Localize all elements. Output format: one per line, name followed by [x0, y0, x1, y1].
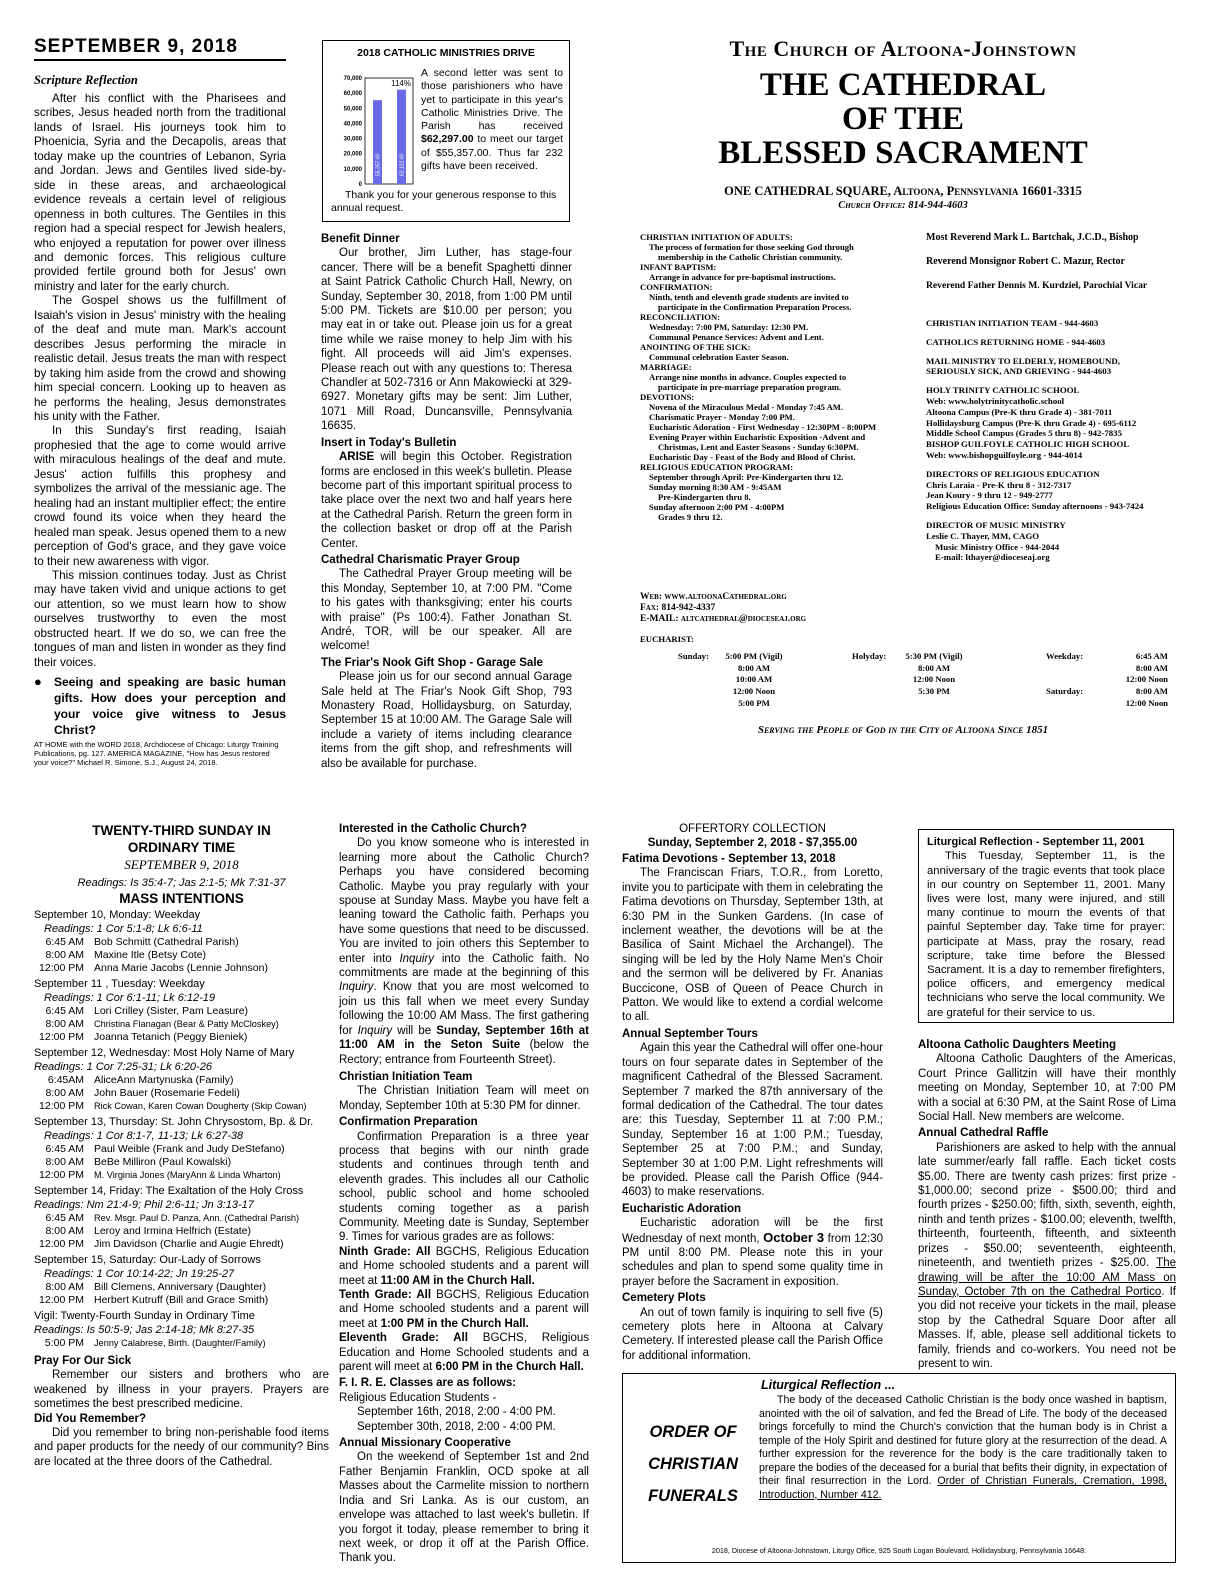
ministries-drive-box [322, 40, 570, 222]
offertory-amount: Sunday, September 2, 2018 - $7,355.00 [647, 837, 858, 849]
info-line: ANOINTING OF THE SICK: [640, 342, 751, 352]
email-link[interactable]: E-MAIL: altcathedral@dioceseaj.org [640, 614, 807, 624]
directory-line: DIRECTORS OF RELIGIOUS EDUCATION [926, 468, 1100, 479]
mass-intention-time: 8:00 AM [45, 1018, 84, 1030]
sept11-text: This Tuesday, September 11, is the anniversary of the tragic events that took place in our country on September 11, 2001. Many lives were lost, many were injured, and still many continue to mourn the events of that painful September day. Take time for prayer: participate at Mass, pray the rosary, read scripture, take time before the Blessed Sacrament. It is a day to remember firefighters, police officers, and emergency medical technicians who serve the local community. We are grateful for their service to us. [927, 850, 1165, 1019]
mass-readings: Readings: Is 50:5-9; Jas 2:14-18; Mk 8:27-35 [34, 1323, 255, 1336]
directory-line: HOLY TRINITY CATHOLIC SCHOOL [926, 385, 1080, 396]
saturday-label: Saturday: [1046, 686, 1084, 696]
chart-annotation: 114% [391, 79, 411, 88]
mass-intention-name: BeBe Milliron (Paul Kowalski) [94, 1156, 232, 1168]
plots-text: An out of town family is inquiring to sell five (5) cemetery plots here in Altoona at Calvary Cemetery. If interested please call the Parish Office for additional information. [622, 1306, 884, 1362]
fire-heading: F. I. R. E. Classes are as follows: [339, 1377, 517, 1390]
sunday-title-2: ORDINARY TIME [127, 840, 236, 855]
mass-intention [34, 936, 329, 949]
bar-data-label: 55,357.00 [375, 153, 382, 176]
mass-intention [34, 1169, 329, 1182]
mass-intention [34, 1281, 329, 1294]
mass-intention [34, 949, 329, 962]
fatima-heading: Fatima Devotions - September 13, 2018 [622, 853, 836, 865]
mass-intention-name: Lori Crilley (Sister, Pam Leasure) [94, 1005, 249, 1017]
mass-intention-name: Rick Cowan, Karen Cowan Dougherty (Skip Cowan) [94, 1101, 307, 1111]
bar-data-label: 62,122.00 [399, 153, 406, 176]
mass-intention-time: 8:00 AM [45, 1087, 84, 1099]
mass-intentions-column [34, 822, 329, 1469]
directory-line [926, 512, 1188, 520]
mass-readings: Readings: 1 Cor 8:1-7, 11-13; Lk 6:27-38 [44, 1129, 244, 1142]
mass-time: 12:00 Noon [912, 674, 956, 685]
mass-intention-name: Anna Marie Jacobs (Lennie Johnson) [94, 962, 268, 974]
date-header: SEPTEMBER 9, 2018 [34, 36, 286, 61]
church-name: The Church of Altoona-Johnstown [729, 36, 1077, 61]
mass-intention-time: 5:00 PM [44, 1337, 84, 1349]
directory-line: Hollidaysburg Campus (Pre-K thru Grade 4) - 695-6112 [926, 417, 1137, 428]
tours-text: Again this year the Cathedral will offer one-hour tours on four separate dates in September of the magnificent Cathedral of the Blessed Sacrament. September 7 marked the 87th anniversary of the formal dedication of the Cathedral. The tour dates are: this Tuesday, September 11 at 7:00 P.M.; Sunday, September 16 at 1:00 P.M.; Tuesday, September 25 at 7:00 P.M.; and Sunday, September 30 at 1:00 P.M. Light refreshments will be provided. Please call the Parish Office (944-4603) to make reservations. [622, 1042, 883, 1199]
prayer-group-text: The Cathedral Prayer Group meeting will be this Monday, September 10, at 7:00 PM. "Come to his gates with thanksgiving; enter his courts with praise" (Ps 100:4). Father Jonathan St. André, TOR, will be our speaker. All are welcome! [321, 568, 572, 653]
directory-line [926, 348, 1188, 356]
bullet-text: Seeing and speaking are basic human gifts. How does your perception and your voice give witness to Jesus Christ? [54, 675, 286, 738]
mass-time: 12:00 Noon [1125, 697, 1168, 708]
mass-time: 5:30 PM [918, 686, 950, 697]
mass-intention [34, 1294, 329, 1307]
info-line: Pre-Kindergarten thru 8. [658, 492, 751, 502]
holyday-times [892, 651, 976, 698]
saturday-times [1098, 686, 1168, 709]
mass-time: 5:00 PM [738, 697, 770, 708]
confirmation-text: Confirmation Preparation is a three year process that begins with our ninth grade students and continues through tenth and eleventh grades. This includes all our Catholic school, public school and home schooled students coming together as a parish Community. Meeting date is Sunday, September 9. Times for various grades are as follows: [339, 1130, 589, 1244]
clergy-bishop: Most Reverend Mark L. Bartchak, J.C.D., Bishop [926, 232, 1139, 243]
directory-line: Web: www.holytrinitycatholic.school [926, 395, 1065, 406]
mass-intention-time: 6:45 AM [45, 1143, 84, 1155]
mass-time: 5:30 PM (Vigil) [905, 651, 963, 661]
ninth-grade: Ninth Grade: All BGCHS, Religious Education and Home schooled students and a parent will meet at 11:00 AM in the Church Hall. [339, 1245, 589, 1287]
mid-top-articles [321, 232, 572, 771]
info-line: Ninth, tenth and eleventh grade students are invited to [649, 292, 849, 302]
fire-line-2: September 16th, 2018, 2:00 - 4:00 PM. [357, 1406, 556, 1419]
mass-readings: Readings: 1 Cor 10:14-22; Jn 19:25-27 [44, 1267, 235, 1280]
bottom-mid-column [339, 822, 589, 1566]
mass-day [34, 1254, 329, 1307]
clergy-rector: Reverend Monsignor Robert C. Mazur, Rector [926, 256, 1125, 267]
address: ONE CATHEDRAL SQUARE, Altoona, Pennsylvania 16601-3315 [724, 184, 1082, 198]
drive-text-1: A second letter was sent to those parishioners who have yet to participate in this year's Catholic Ministries Drive. The Parish has received [421, 67, 563, 133]
mass-time: 8:00 AM [1135, 686, 1168, 696]
mass-intention-name: M. Virginia Jones (MaryAnn & Linda Wharton) [94, 1170, 281, 1180]
mass-readings: Readings: 1 Cor 7:25-31; Lk 6:20-26 [34, 1060, 212, 1073]
mass-intention-name: Bob Schmitt (Cathedral Parish) [94, 936, 239, 948]
holyday-label: Holyday: [852, 651, 887, 661]
directory-line: Web: www.bishopguilfoyle.org - 944-4014 [926, 449, 1083, 460]
masthead [620, 36, 1186, 211]
eleventh-grade: Eleventh Grade: All BGCHS, Religious Education and Home Schooled students and a parent will meet at 6:00 PM in the Church Hall. [339, 1332, 589, 1374]
insert-text [321, 450, 572, 551]
church-office: Church Office: 814-944-4603 [838, 200, 968, 211]
mass-time: 12:00 Noon [1125, 674, 1168, 685]
clergy [926, 232, 1188, 291]
mass-intention-name: Jim Davidson (Charlie and Augie Ehredt) [94, 1238, 284, 1250]
mass-day [34, 978, 329, 1044]
info-line: Christmas, Lent and Easter Seasons - Sunday 6:30PM. [658, 442, 859, 452]
directory-line [926, 329, 1188, 337]
info-line: Communal celebration Easter Season. [649, 352, 789, 362]
mass-day-title: September 15, Saturday: Our-Lady of Sorrows [34, 1254, 261, 1266]
funerals-footer: 2018, Diocese of Altoona-Johnstown, Liturgy Office, 925 South Logan Boulevard, Hollidaysburg, Pennsylvania 16648. [711, 1546, 1087, 1555]
mass-intention-name: Maxine Itle (Betsy Cote) [94, 949, 207, 961]
sacraments-info [640, 232, 920, 522]
directory-line: DIRECTOR OF MUSIC MINISTRY [926, 519, 1066, 530]
mass-day [34, 1185, 329, 1251]
info-line: RECONCILIATION: [640, 312, 721, 322]
cit-heading: Christian Initiation Team [339, 1070, 473, 1083]
mass-day-title: September 11 , Tuesday: Weekday [34, 978, 205, 990]
mass-intention-name: Jenny Calabrese, Birth. (Daughter/Family) [94, 1338, 266, 1348]
cit-text: The Christian Initiation Team will meet on Monday, September 10th at 5:30 PM for dinner. [339, 1085, 589, 1112]
mass-day-title: Vigil: Twenty-Fourth Sunday in Ordinary Time [34, 1310, 255, 1322]
garage-sale-heading: The Friar's Nook Gift Shop - Garage Sale [321, 656, 543, 669]
interested-heading: Interested in the Catholic Church? [339, 823, 527, 835]
mass-readings: Readings: 1 Cor 6:1-11; Lk 6:12-19 [44, 991, 216, 1004]
directory-line: Religious Education Office: Sunday afternoons - 943-7424 [926, 501, 1144, 512]
weekday-times [1098, 651, 1168, 686]
sunday-date: SEPTEMBER 9, 2018 [124, 857, 239, 872]
info-line: September through April: Pre-Kindergarten thru 12. [649, 472, 844, 482]
scripture-column [34, 36, 286, 767]
mass-intention-time: 6:45 AM [45, 936, 84, 948]
info-line: Arrange in advance for pre-baptismal instructions. [649, 272, 836, 282]
scripture-citation: AT HOME with the WORD 2018, Archdiocese of Chicago: Liturgy Training Publications, pg. 127. AMERICA MAGAZINE, "How has Jesus restored your voice?" Michael R. Simone, S.J., August 24, 2018. [34, 740, 279, 768]
sept11-box [918, 829, 1174, 1023]
serving-tagline: Serving the People of God in the City of Altoona Since 1851 [757, 724, 1049, 736]
info-line: Wednesday: 7:00 PM, Saturday: 12:30 PM. [649, 322, 809, 332]
sunday-title-1: TWENTY-THIRD SUNDAY IN [92, 823, 271, 838]
interested-text: Do you know someone who is interested in learning more about the Catholic Church? Perhaps you have considered becoming Catholic. Maybe you pray regularly with your spouse at Sunday Mass. Maybe you have felt a leaning toward the Catholic faith. Perhaps you have some questions that need to be discussed. You are invited to join others this September to enter into Inquiry into the Catholic faith. No commitments are made at the beginning of this Inquiry. Know that you are most welcomed to join us this fall when we meet every Sunday following the 10:00 AM Mass. The first gathering for Inquiry will be Sunday, September 16th at 11:00 AM in the Seton Suite (below the Rectory; entrance from Fourteenth Street). [339, 837, 589, 1066]
side-title-2: CHRISTIAN [648, 1455, 738, 1473]
directory-line: SERIOUSLY SICK, AND GRIEVING - 944-4603 [926, 366, 1112, 377]
funerals-box [622, 1373, 1176, 1563]
directory-line: Chris Laraia - Pre-K thru 8 - 312-7317 [926, 479, 1072, 490]
scripture-bullet [34, 674, 286, 738]
confirmation-heading: Confirmation Preparation [339, 1116, 478, 1129]
bottom-col3 [622, 822, 883, 1363]
drive-received: $62,297.00 [421, 133, 474, 146]
mass-list [34, 909, 329, 1350]
directory-line: Jean Koury - 9 thru 12 - 949-2777 [926, 490, 1053, 501]
mass-day [34, 909, 329, 975]
mass-day-title: September 10, Monday: Weekday [34, 909, 201, 921]
garage-sale-text: Please join us for our second annual Garage Sale held at The Friar's Nook Gift Shop, 793 Monastery Road, Hollidaysburg, on Saturday, September 15 at 10:00 AM. The Garage Sale will include a variety of items including clearance items from the gift shop, and refreshments will also be available for purchase. [321, 671, 572, 770]
side-title-1: ORDER OF [649, 1423, 737, 1441]
mass-time: 12:00 Noon [732, 686, 776, 697]
mass-intention-time: 8:00 AM [45, 1281, 84, 1293]
mass-intention [34, 962, 329, 975]
amc-text: On the weekend of September 1st and 2nd Father Benjamin Franklin, OCD spoke at all Masses about the Carmelite mission to northern India and Sri Lanka. As is our custom, an envelope was attached to last week's bulletin. If you forgot it today, please remember to bring it next week, or drop it off at the Parish Office. Thank you. [339, 1451, 589, 1565]
remember-text: Did you remember to bring non-perishable food items and paper products for the needy of our community? Bins are located at the three doors of the Cathedral. [34, 1427, 329, 1468]
directory-line: Altoona Campus (Pre-K thru Grade 4) - 381-7011 [926, 406, 1113, 417]
mass-intention-name: Bill Clemens, Anniversary (Daughter) [94, 1281, 267, 1293]
mass-intention-time: 8:00 AM [45, 1225, 84, 1237]
fax: Fax: 814-942-4337 [640, 603, 716, 613]
info-line: MARRIAGE: [640, 362, 692, 372]
fire-line-3: September 30th, 2018, 2:00 - 4:00 PM. [357, 1420, 556, 1433]
funerals-content [759, 1378, 1167, 1502]
funerals-heading: Liturgical Reflection ... [761, 1378, 896, 1392]
weekday-label: Weekday: [1046, 651, 1084, 661]
y-tick-label: 30,000 [343, 136, 362, 143]
mass-intention-time: 8:00 AM [45, 1156, 84, 1168]
daughters-text: Altoona Catholic Daughters of the Americas, Court Prince Gallitzin will have their monthly meeting on Monday, September 10, at 7:00 PM with a social at 6:30 PM, at the Saint Rose of Lima Social Hall. New members are welcome. [918, 1053, 1176, 1124]
mass-intention-time: 12:00 PM [39, 1169, 84, 1181]
mass-intention [34, 1031, 329, 1044]
info-line: membership in the Catholic Christian community. [658, 252, 843, 262]
scripture-para-4: This mission continues today. Just as Christ may have taken vivid and unique actions to get our attention, so we must learn how to show ourselves trustworthy to even the most obstructed heart. If we do so, we can free the tongues of man and listen in wonder as they find their voices. [34, 568, 286, 669]
info-line: participate in the Confirmation Preparation Process. [658, 302, 852, 312]
directory-line: Music Ministry Office - 944-2044 [935, 541, 1060, 552]
drive-text [421, 67, 563, 173]
insert-body: will begin this October. Registration forms are enclosed in this week's bulletin. Please become part of this important spiritual process to take place over the next two and half years here at the Cathedral Parish. Return the green form in the collection basket or drop off at the Parish Center. [321, 451, 572, 550]
side-title-3: FUNERALS [648, 1487, 738, 1505]
info-line: Eucharistic Adoration - First Wednesday - 12:30PM - 8:00PM [649, 422, 877, 432]
mass-intention-time: 12:00 PM [39, 962, 84, 974]
directory-line: Middle School Campus (Grades 5 thru 8) - 942-7835 [926, 428, 1122, 439]
arise-label: ARISE [339, 451, 375, 464]
mass-intention [34, 1005, 329, 1018]
info-line: RELIGIOUS EDUCATION PROGRAM: [640, 462, 794, 472]
mass-time: 8:00 AM [917, 662, 951, 673]
tenth-grade: Tenth Grade: All BGCHS, Religious Education and Home schooled students and a parent will meet at 1:00 PM in the Church Hall. [339, 1289, 589, 1330]
mass-intention [34, 1238, 329, 1251]
info-line: participate in pre-marriage preparation program. [658, 382, 842, 392]
daughters-heading: Altoona Catholic Daughters Meeting [918, 1039, 1117, 1051]
directory-line: Leslie C. Thayer, MM, CAGO [926, 530, 1040, 541]
mass-intention-name: Paul Weible (Frank and Judy DeStefano) [94, 1143, 285, 1155]
cathedral-line-2: OF THE [842, 101, 964, 137]
fire-line-1: Religious Education Students - [339, 1391, 497, 1404]
scripture-para-3: In this Sunday's first reading, Isaiah prophesied that the age to come would arrive with miraculous healings of the deaf and mute. Jesus' action fulfills this prophesy and symbolizes the arrival of the messianic age. The healing had an instant multiplier effect; the entire crowd found its voice when they heard the healed man speak. Jesus opened them to a new perception of God's grace, and they gave voice to their new awareness with vigor. [34, 424, 286, 568]
info-line: Charismatic Prayer - Monday 7:00 PM. [649, 412, 795, 422]
y-tick-label: 10,000 [343, 166, 362, 173]
directory-line: CATHOLICS RETURNING HOME - 944-4603 [926, 336, 1106, 347]
mass-intention-time: 8:00 AM [45, 949, 84, 961]
sunday-label: Sunday: [678, 651, 709, 661]
mass-intention-time: 12:00 PM [39, 1238, 84, 1250]
mass-intentions-heading: MASS INTENTIONS [119, 891, 244, 906]
directory [926, 318, 1188, 563]
cathedral-line-3: BLESSED SACRAMENT [718, 135, 1088, 171]
drive-chart [327, 61, 419, 191]
info-line: CHRISTIAN INITIATION OF ADULTS: [640, 232, 793, 242]
drive-title: 2018 CATHOLIC MINISTRIES DRIVE [357, 47, 535, 59]
drive-text-2: to meet our target of $55,357.00. Thus far 232 gifts have been received. [421, 133, 563, 173]
mass-time: 8:00 AM [1135, 662, 1168, 673]
mass-intention [34, 1018, 329, 1031]
adoration-heading: Eucharistic Adoration [622, 1202, 742, 1215]
mass-day [34, 1047, 329, 1113]
directory-line: MAIL MINISTRY TO ELDERLY, HOMEBOUND, [926, 355, 1120, 366]
directory-line: BISHOP GUILFOYLE CATHOLIC HIGH SCHOOL [926, 439, 1130, 450]
remember-heading: Did You Remember? [34, 1412, 147, 1425]
info-line: Grades 9 thru 12. [658, 512, 723, 522]
mass-intention-time: 12:00 PM [39, 1294, 84, 1306]
scripture-para-1: After his conflict with the Pharisees and scribes, Jesus headed north from the traditional lands of Israel. His journeys took him to Phoenicia, Syria and the Decapolis, areas that today make up the countries of Lebanon, Syria and Jordan. Jews and Gentiles lived side-by-side in these areas, and archaeological evidence reveals a certain level of religious openness in both cultures. The Gentiles in this region had a special respect for Jewish healers, who enjoyed a reputation for power over illness and demonic forces. This religious culture provided fertile ground both for Jesus' own ministry and later for the early church. [34, 92, 286, 293]
directory-line: E-mail: lthayer@dioceseaj.org [935, 552, 1050, 563]
pray-sick-heading: Pray For Our Sick [34, 1355, 132, 1367]
mass-readings: Readings: Nm 21:4-9; Phil 2:6-11; Jn 3:13-17 [34, 1198, 254, 1211]
contact-block [640, 592, 920, 625]
amc-heading: Annual Missionary Cooperative [339, 1437, 511, 1450]
insert-heading: Insert in Today's Bulletin [321, 436, 457, 449]
mass-intention-time: 12:00 PM [39, 1031, 84, 1043]
mass-time: 5:00 PM (Vigil) [725, 651, 783, 661]
scripture-title: Scripture Reflection [34, 73, 138, 87]
mass-readings: Readings: 1 Cor 5:1-8; Lk 6:6-11 [44, 922, 203, 935]
mass-intention-name: Herbert Kutruff (Bill and Grace Smith) [94, 1294, 269, 1306]
mass-day [34, 1116, 329, 1182]
mass-intention [34, 1225, 329, 1238]
info-line: Communal Penance Services: Advent and Lent. [649, 332, 824, 342]
info-line: Novena of the Miraculous Medal - Monday 7:45 AM. [649, 402, 844, 412]
mass-intention [34, 1337, 329, 1350]
mass-day [34, 1310, 329, 1350]
offertory-heading: OFFERTORY COLLECTION [679, 823, 826, 835]
y-tick-label: 40,000 [343, 121, 362, 128]
mass-intention [34, 1100, 329, 1113]
mass-intention [34, 1212, 329, 1225]
mass-intention-time: 6:45 AM [45, 1212, 84, 1224]
info-line: The process of formation for those seeking God through [649, 242, 854, 252]
scripture-para-2: The Gospel shows us the fulfillment of Isaiah's vision in Jesus' ministry with the healing of the deaf and mute man. Mark's account describes Jesus performing the miracle in realistic detail. Jesus treats the man with respect by taking him aside from the crowd and showing him special concern. Looking up to heaven as he performs the healing, Jesus demonstrates his unity with the Father. [34, 294, 286, 423]
y-tick-label: 20,000 [343, 151, 362, 158]
plots-heading: Cemetery Plots [622, 1292, 706, 1305]
info-line: CONFIRMATION: [640, 282, 713, 292]
mass-intention [34, 1143, 329, 1156]
adoration-text: Eucharistic adoration will be the first Wednesday of next month, October 3 from 12:30 PM until 8:00 PM. Please note this in your schedules and plan to spend some quality time in prayer before the Sacrament in exposition. [622, 1217, 883, 1288]
directory-line [926, 461, 1188, 469]
mass-intention-time: 12:00 PM [39, 1100, 84, 1112]
web-link[interactable]: Web: www.altoonaCathedral.org [640, 592, 787, 602]
pray-sick-text: Remember our sisters and brothers who are weakened by illness in your prayers. Prayers are sometimes the best prescribed medicine. [34, 1369, 329, 1411]
mass-intention [34, 1074, 329, 1087]
y-tick-label: 50,000 [343, 106, 362, 113]
info-line: Sunday morning 8:30 AM - 9:45AM [649, 482, 782, 492]
mass-time: 10:00 AM [735, 674, 773, 685]
mass-intention-name: Joanna Tetanich (Peggy Bieniek) [94, 1031, 248, 1043]
eucharist-label: EUCHARIST: [640, 634, 694, 644]
sept11-heading: Liturgical Reflection - September 11, 2001 [927, 836, 1145, 848]
cathedral-line-1: THE CATHEDRAL [759, 67, 1047, 103]
raffle-heading: Annual Cathedral Raffle [918, 1127, 1049, 1140]
mass-intention-name: John Bauer (Rosemarie Fedeli) [94, 1087, 240, 1099]
tours-heading: Annual September Tours [622, 1027, 758, 1040]
mass-day-title: September 12, Wednesday: Most Holy Name of Mary [34, 1047, 295, 1059]
mass-intention-name: Rev. Msgr. Paul D. Panza, Ann. (Cathedral Parish) [94, 1213, 300, 1223]
info-line: INFANT BAPTISM: [640, 262, 717, 272]
mass-time: 6:45 AM [1135, 651, 1168, 661]
drive-thanks: Thank you for your generous response to this annual request. [331, 189, 557, 215]
y-tick-label: 60,000 [343, 91, 362, 98]
info-line: Sunday afternoon 2:00 PM - 4:00PM [649, 502, 785, 512]
mass-intention [34, 1156, 329, 1169]
funerals-text: The body of the deceased Catholic Christian is the body once washed in baptism, anointed with the oil of salvation, and fed the Bread of Life. The body of the deceased brings forcefully to mind the Church's conviction that the human body is in Christ a temple of the Holy Spirit and destined for future glory at the resurrection of the dead. A further expression for the reverence for the body is the care traditionally taken to prepare the bodies of the deceased for a burial that befits their dignity, in expectation of their final resurrection in the Lord. Order of Christian Funerals, Cremation, 1998, Introduction, Number 412. [759, 1394, 1167, 1501]
info-line: Eucharistic Day - Feast of the Body and Blood of Christ. [649, 452, 856, 462]
clergy-vicar: Reverend Father Dennis M. Kurdziel, Parochial Vicar [926, 280, 1148, 291]
y-tick-label: 0 [358, 182, 362, 188]
mass-intention-name: Leroy and Irmina Helfrich (Estate) [94, 1225, 251, 1237]
mass-day-title: September 13, Thursday: St. John Chrysostom, Bp. & Dr. [34, 1116, 314, 1128]
directory-line [926, 377, 1188, 385]
mass-intention [34, 1087, 329, 1100]
funerals-side-title [631, 1416, 755, 1512]
sunday-times [712, 651, 796, 710]
raffle-text: Parishioners are asked to help with the annual late summer/early fall raffle. Each ticket costs $5.00. There are twenty cash prizes: first prize - $1,000.00; second prize - $500.00; third and fourth prizes - $250.00; fifth, sixth, seventh, eighth, ninth and tenth prizes - $100.00; eleventh, twelfth, thirteenth, fourteenth, fifteenth, and sixteenth prizes - $50.00; seventeenth, eighteenth, nineteenth, and twentieth prizes - $25.00. The drawing will be after the 10:00 AM Mass on Sunday, October 7th on the Cathedral Portico. If you did not receive your tickets in the mail, please stop by the Cathedral Square Door after all Masses. If, able, please sell additional tickets to family, friends and co-workers. You need not be present to win. [918, 1141, 1177, 1370]
fatima-text: The Franciscan Friars, T.O.R., from Loretto, invite you to participate with them in celebrating the Fatima devotions on Thursday, September 13th, at 6:30 PM in the Sunken Gardens. (In case of inclement weather, the devotions will be at the Basilica of Saint Michael the Archangel). The singing will be led by the Holy Name Men's Choir and the sermon will be delivered by Fr. Ananias Buccicone, OSB of Queen of Peace Church in Patton. We would like to extend a cordial welcome to all. [622, 867, 883, 1024]
bottom-right-column [918, 1038, 1176, 1371]
benefit-dinner-heading: Benefit Dinner [321, 233, 400, 245]
mass-intention-name: Christina Flanagan (Bear & Patty McCloskey) [94, 1019, 279, 1029]
mass-intention-name: AliceAnn Martynuska (Family) [94, 1074, 234, 1086]
mass-time: 8:00 AM [737, 662, 771, 673]
directory-line: CHRISTIAN INITIATION TEAM - 944-4603 [926, 318, 1099, 328]
mass-day-title: September 14, Friday: The Exaltation of the Holy Cross [34, 1185, 304, 1197]
mass-intention-time: 6:45 AM [45, 1005, 84, 1017]
benefit-dinner-text: Our brother, Jim Luther, has stage-four cancer. There will be a benefit Spaghetti dinner at Saint Patrick Catholic Church Hall, Newry, on Sunday, September 30, 2018, from 1:00 PM until 5:00 PM. Tickets are $10.00 per person; you may eat in or take out. Please join us for a great time while we raise money to help Jim with his fight. All proceeds will aid Jim's expenses. Please reach out with any questions to: Theresa Chandler at 502-7316 or Ann Makowiecki at 329-6927. Monetary gifts may be sent: Jim Luther, 1071 Mill Road, Duncansville, Pennsylvania 16635. [321, 247, 572, 433]
eucharist-schedule [640, 634, 1180, 708]
prayer-group-heading: Cathedral Charismatic Prayer Group [321, 553, 520, 566]
y-tick-label: 70,000 [343, 76, 362, 82]
sunday-readings: Readings: Is 35:4-7; Jas 2:1-5; Mk 7:31-37 [77, 877, 286, 889]
info-line: Arrange nine months in advance. Couples expected to [649, 372, 847, 382]
bullet-icon: ● [34, 674, 42, 690]
info-line: Evening Prayer within Eucharistic Exposition -Advent and [649, 432, 866, 442]
mass-intention-time: 6:45AM [47, 1074, 84, 1086]
info-line: DEVOTIONS: [640, 392, 695, 402]
